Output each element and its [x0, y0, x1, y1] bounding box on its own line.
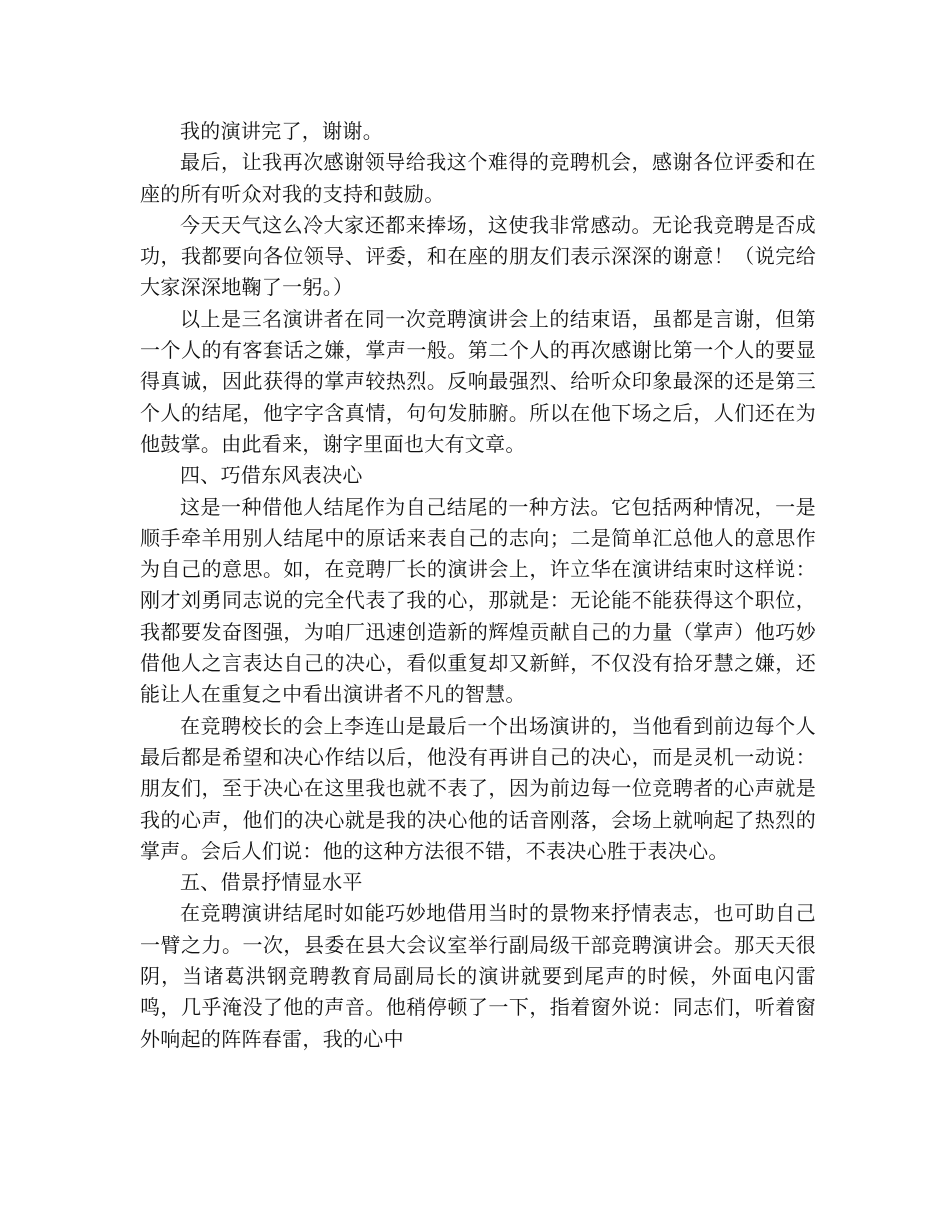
section-heading-5: 五、借景抒情显水平 — [180, 870, 363, 895]
paragraph-closing-1: 我的演讲完了，谢谢。 — [180, 119, 383, 143]
paragraph-closing-3: 今天天气这么冷大家还都来捧场，这使我非常感动。无论我竞聘是否成功，我都要向各位领导、评委，和在座的朋友们表示深深的谢意！（说完给大家深深地鞠了一躬。） — [140, 212, 816, 300]
paragraph-closing-2: 最后，让我再次感谢领导给我这个难得的竞聘机会，感谢各位评委和在座的所有听众对我的支持和鼓励。 — [140, 150, 816, 206]
section-heading-4: 四、巧借东风表决心 — [180, 463, 363, 488]
document-body — [140, 116, 816, 1055]
paragraph-method-5: 在竞聘演讲结尾时如能巧妙地借用当时的景物来抒情表志，也可助自己一臂之力。一次，县委在县大会议室举行副局级干部竞聘演讲会。那天天很阴，当诸葛洪钢竞聘教育局副局长的演讲就要到尾声的时候，外面电闪雷鸣，几乎淹没了他的声音。他稍停顿了一下，指着窗外说：同志们，听着窗外响起的阵阵春雷，我的心中 — [140, 901, 816, 1051]
paragraph-example-4: 在竞聘校长的会上李连山是最后一个出场演讲的，当他看到前边每个人最后都是希望和决心作结以后，他没有再讲自己的决心，而是灵机一动说：朋友们，至于决心在这里我也就不表了，因为前边每一位竞聘者的心声就是我的心声，他们的决心就是我的决心他的话音刚落，会场上就响起了热烈的掌声。会后人们说：他的这种方法很不错，不表决心胜于表决心。 — [140, 713, 816, 863]
paragraph-analysis: 以上是三名演讲者在同一次竞聘演讲会上的结束语，虽都是言谢，但第一个人的有客套话之嫌，掌声一般。第二个人的再次感谢比第一个人的要显得真诚，因此获得的掌声较热烈。反响最强烈、给听众印象最深的还是第三个人的结尾，他字字含真情，句句发肺腑。所以在他下场之后，人们还在为他鼓掌。由此看来，谢字里面也大有文章。 — [140, 306, 816, 456]
paragraph-method-4: 这是一种借他人结尾作为自己结尾的一种方法。它包括两种情况，一是顺手牵羊用别人结尾中的原话来表自己的志向；二是简单汇总他人的意思作为自己的意思。如，在竞聘厂长的演讲会上，许立华在演讲结束时这样说：刚才刘勇同志说的完全代表了我的心，那就是：无论能不能获得这个职位，我都要发奋图强，为咱厂迅速创造新的辉煌贡献自己的力量（掌声）他巧妙借他人之言表达自己的决心，看似重复却又新鲜，不仅没有拾牙慧之嫌，还能让人在重复之中看出演讲者不凡的智慧。 — [140, 494, 816, 707]
